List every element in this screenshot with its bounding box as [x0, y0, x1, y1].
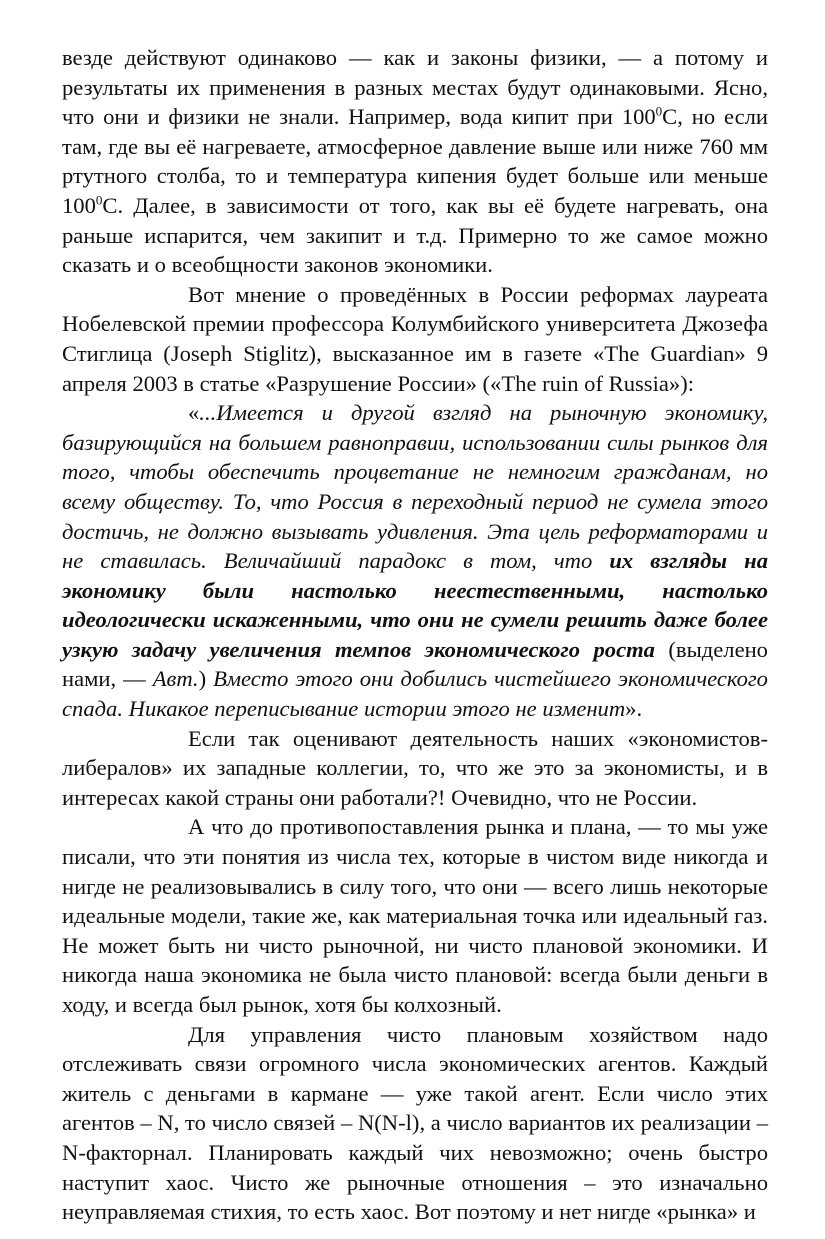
text-run: везде действуют одинаково — как и законы физики, — а потому и результаты их применения в разных местах будут одинаковыми. Ясно, что они и физики не знали. Например, вода кипит при 100	[62, 45, 768, 130]
text-run: Если так оценивают деятельность наших «экономистов-либералов» их западные коллегии, то, что же это за экономисты, и в интересах какой страны они работали?! Очевидно, что не России.	[62, 725, 768, 810]
text-run: )	[198, 666, 214, 692]
text-run: (выделено нами, —	[62, 636, 768, 692]
paragraph-1	[62, 43, 768, 280]
quote-italic-text: ...Имеется и другой взгляд на рыночную экономику, базирующийся на большем равноправии, использовании силы рынков для того, чтобы обеспечить процветание не немногим гражданам, но всему обществу. То, что Россия в переходный период не сумела этого достичь, не должно вызывать удивления. Эта цель реформаторами и не ставилась. Величайший парадокс в том, что	[62, 400, 768, 574]
text-run: С, но если там, где вы её нагреваете, атмосферное давление выше или ниже 760 мм ртутного столба, то и температура кипения будет больше или меньше 100	[62, 104, 769, 218]
quote-open-mark: «	[188, 400, 200, 426]
quote-close-mark: ».	[625, 696, 643, 722]
document-page	[62, 43, 768, 1227]
text-run: А что до противопоставления рынка и плана, — то мы уже писали, что эти понятия из числа тех, которые в чистом виде никогда и нигде не реализовывались в силу того, что они — всего лишь некоторые идеальные модели, такие же, как материальная точка или идеальный газ. Не может быть ни чисто рыночной, ни чисто плановой экономики. И никогда наша экономика не была чисто плановой: всегда были деньги в ходу, и всегда был рынок, хотя бы колхозный.	[62, 814, 768, 1017]
paragraph-2	[62, 280, 768, 398]
quote-emphasized-text: их взгляды на экономику были настолько неестественными, настолько идеологически искаженными, что они не сумели решить даже более узкую задачу увеличения темпов экономического роста	[62, 548, 768, 662]
degree-superscript: 0	[95, 192, 103, 208]
author-note: Авт.	[152, 666, 199, 692]
text-run: С. Далее, в зависимости от того, как вы её будете нагревать, она раньше испарится, чем закипит и т.д. Примерно то же самое можно сказать и о всеобщности законов экономики.	[62, 192, 768, 278]
degree-superscript: 0	[655, 103, 663, 119]
paragraph-6	[62, 1020, 768, 1227]
quote-italic-text: Вместо этого они добились чистейшего экономического спада. Никакое переписывание истории этого не изменит	[62, 666, 768, 722]
text-run: Вот мнение о проведённых в России реформах лауреата Нобелевской премии профессора Колумбийского университета Джозефа Стиглица (Joseph Stiglitz), высказанное им в газете «The Guardian» 9 апреля 2003 в статье «Разрушение России» («The ruin of Russia»):	[62, 281, 768, 396]
quote-paragraph	[62, 398, 768, 724]
paragraph-4	[62, 724, 768, 813]
paragraph-5	[62, 812, 768, 1019]
text-run: Для управления чисто плановым хозяйством надо отслеживать связи огромного числа экономических агентов. Каждый житель с деньгами в кармане — уже такой агент. Если число этих агентов – N, то число связей – N(N-l), а число вариантов их реализации – N-факторнал. Планировать каждый чих невозможно; очень быстро наступит хаос. Чисто же рыночные отношения – это изначально неуправляемая стихия, то есть хаос. Вот поэтому и нет нигде «рынка» и	[62, 1021, 768, 1225]
